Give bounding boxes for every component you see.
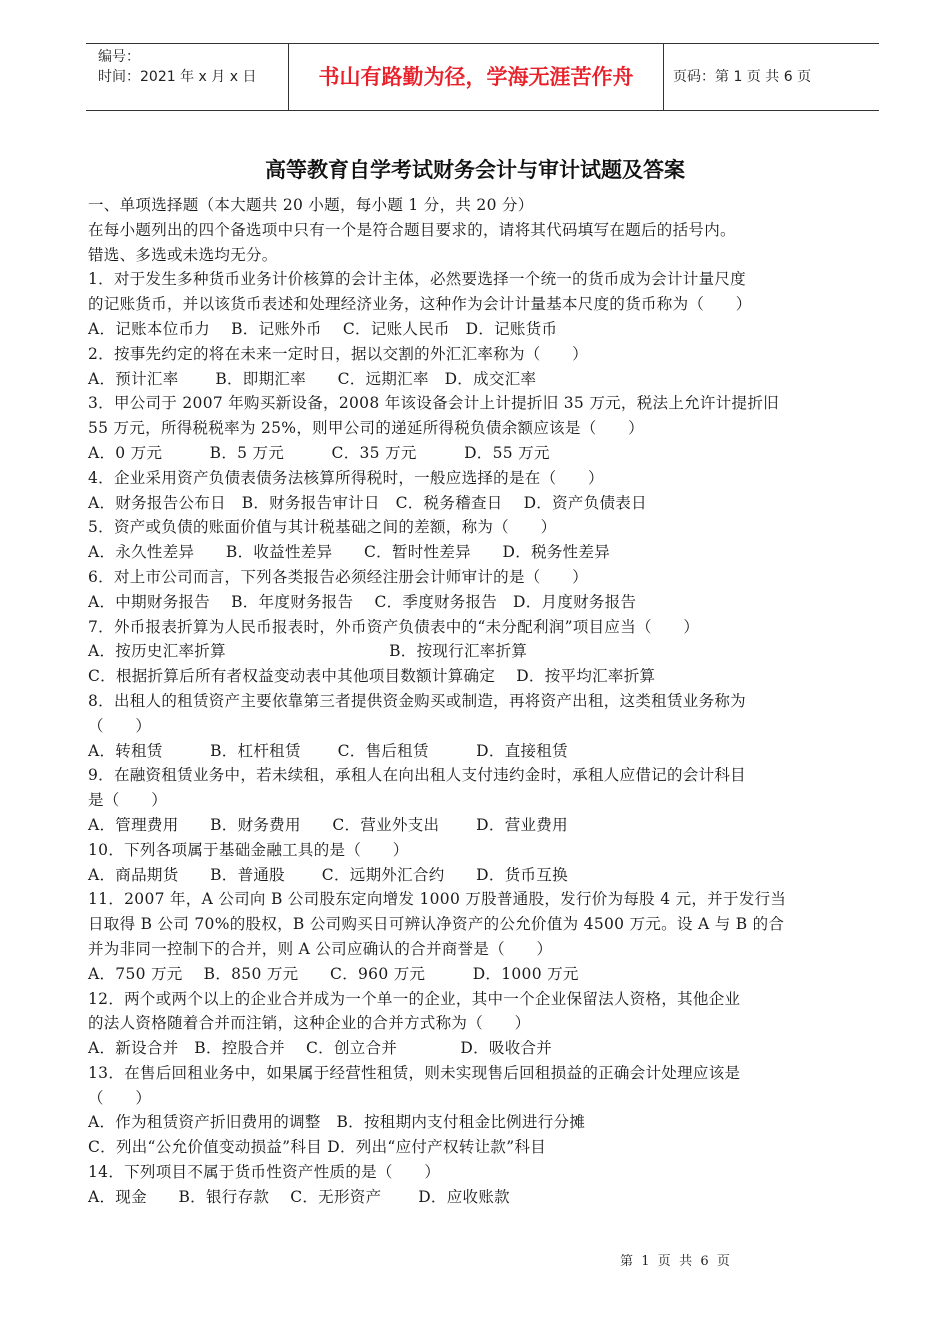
header-meta (98, 47, 256, 87)
text-line: 6．对上市公司而言，下列各类报告必须经注册会计师审计的是（ ） (88, 567, 588, 586)
text-line: 9．在融资租赁业务中，若未续租，承租人在向出租人支付违约金时，承租人应借记的会计科目 (88, 766, 746, 785)
header-divider (288, 43, 289, 111)
text-line: A．新设合并 B．控股合并 C．创立合并 D．吸收合并 (88, 1039, 553, 1058)
header-motto: 书山有路勤为径，学海无涯苦作舟 (318, 65, 634, 89)
text-line: 一、单项选择题（本大题共 20 小题，每小题 1 分，共 20 分） (88, 196, 534, 214)
text-line: A．记账本位币力 B．记账外币 C．记账人民币 D．记账货币 (88, 319, 558, 338)
serial-label: 编号： (98, 49, 140, 65)
text-line: 5．资产或负债的账面价值与其计税基础之间的差额，称为（ ） (88, 518, 557, 537)
text-line: 8．出租人的租赁资产主要依靠第三者提供资金购买或制造，再将资产出租，这类租赁业务称为 (88, 691, 746, 710)
text-line: A．财务报告公布日 B．财务报告审计日 C．税务稽查日 D．资产负债表日 (88, 493, 647, 512)
text-line: A．预计汇率 B．即期汇率 C．远期汇率 D．成交汇率 (88, 369, 537, 388)
text-line: 3．甲公司于 2007 年购买新设备，2008 年该设备会计上计提折旧 35 万元，税法上允许计提折旧 (88, 394, 779, 413)
text-line: 在每小题列出的四个备选项中只有一个是符合题目要求的，请将其代码填写在题后的括号内。 (88, 220, 736, 239)
document-title: 高等教育自学考试财务会计与审计试题及答案 (265, 158, 685, 182)
text-line: （ ） (88, 716, 152, 735)
page-footer: 第 1 页 共 6 页 (620, 1254, 730, 1269)
text-line: 4．企业采用资产负债表债务法核算所得税时，一般应选择的是在（ ） (88, 468, 604, 487)
document-body (88, 193, 880, 1210)
text-line: A．永久性差异 B．收益性差异 C．暂时性差异 D．税务性差异 (88, 543, 611, 562)
text-line: 14．下列项目不属于货币性资产性质的是（ ） (88, 1163, 441, 1182)
text-line: 10．下列各项属于基础金融工具的是（ ） (88, 840, 409, 859)
time-label: 时间：2021 年 x 月 x 日 (98, 69, 257, 85)
header-divider (663, 43, 664, 111)
text-line: A．商品期货 B．普通股 C．远期外汇合约 D．货币互换 (88, 865, 568, 884)
text-line: A．作为租赁资产折旧费用的调整 B．按租期内支付租金比例进行分摊 (88, 1113, 586, 1132)
text-line: 11．2007 年，A 公司向 B 公司股东定向增发 1000 万股普通股，发行价为每股 4 元，并于发行当 (88, 890, 787, 909)
text-line: 12．两个或两个以上的企业合并成为一个单一的企业，其中一个企业保留法人资格，其他企业 (88, 989, 741, 1008)
text-line: A．按历史汇率折算 B．按现行汇率折算 (88, 642, 528, 661)
text-line: A．中期财务报告 B．年度财务报告 C．季度财务报告 D．月度财务报告 (88, 592, 637, 611)
text-line: 2．按事先约定的将在未来一定时日，据以交割的外汇汇率称为（ ） (88, 344, 588, 363)
text-line: A．0 万元 B．5 万元 C．35 万元 D．55 万元 (88, 443, 550, 462)
text-line: A．现金 B．银行存款 C．无形资产 D．应收账款 (88, 1187, 510, 1206)
text-line: C．根据折算后所有者权益变动表中其他项目数额计算确定 D．按平均汇率折算 (88, 667, 656, 686)
text-line: 1．对于发生多种货币业务计价核算的会计主体，必然要选择一个统一的货币成为会计计量尺度 (88, 270, 746, 289)
text-line: 日取得 B 公司 70%的股权，B 公司购买日可辨认净资产的公允价值为 4500 万元。设 A 与 B 的合 (88, 915, 785, 934)
text-line: 的记账货币，并以该货币表述和处理经济业务，这种作为会计计量基本尺度的货币称为（ ） (88, 295, 752, 314)
header-page-info: 页码：第 1 页 共 6 页 (673, 69, 812, 85)
text-line: 错选、多选或未选均无分。 (88, 245, 278, 264)
text-line: C．列出“公允价值变动损益”科目 D．列出“应付产权转让款”科目 (88, 1138, 547, 1157)
text-line: A．750 万元 B．850 万元 C．960 万元 D．1000 万元 (88, 964, 579, 983)
text-line: 的法人资格随着合并而注销，这种企业的合并方式称为（ ） (88, 1014, 531, 1033)
text-line: 55 万元，所得税税率为 25%，则甲公司的递延所得税负债余额应该是（ ） (88, 419, 644, 438)
text-line: 13．在售后回租业务中，如果属于经营性租赁，则未实现售后回租损益的正确会计处理应该是 (88, 1063, 741, 1082)
text-line: A．转租赁 B．杠杆租赁 C．售后租赁 D．直接租赁 (88, 741, 568, 760)
text-line: 是（ ） (88, 791, 168, 810)
text-line: A．管理费用 B．财务费用 C．营业外支出 D．营业费用 (88, 815, 568, 834)
page-header (86, 43, 879, 111)
text-line: 并为非同一控制下的合并，则 A 公司应确认的合并商誉是（ ） (88, 939, 553, 958)
text-line: （ ） (88, 1088, 152, 1107)
text-line: 7．外币报表折算为人民币报表时，外币资产负债表中的“未分配利润”项目应当（ ） (88, 617, 700, 636)
